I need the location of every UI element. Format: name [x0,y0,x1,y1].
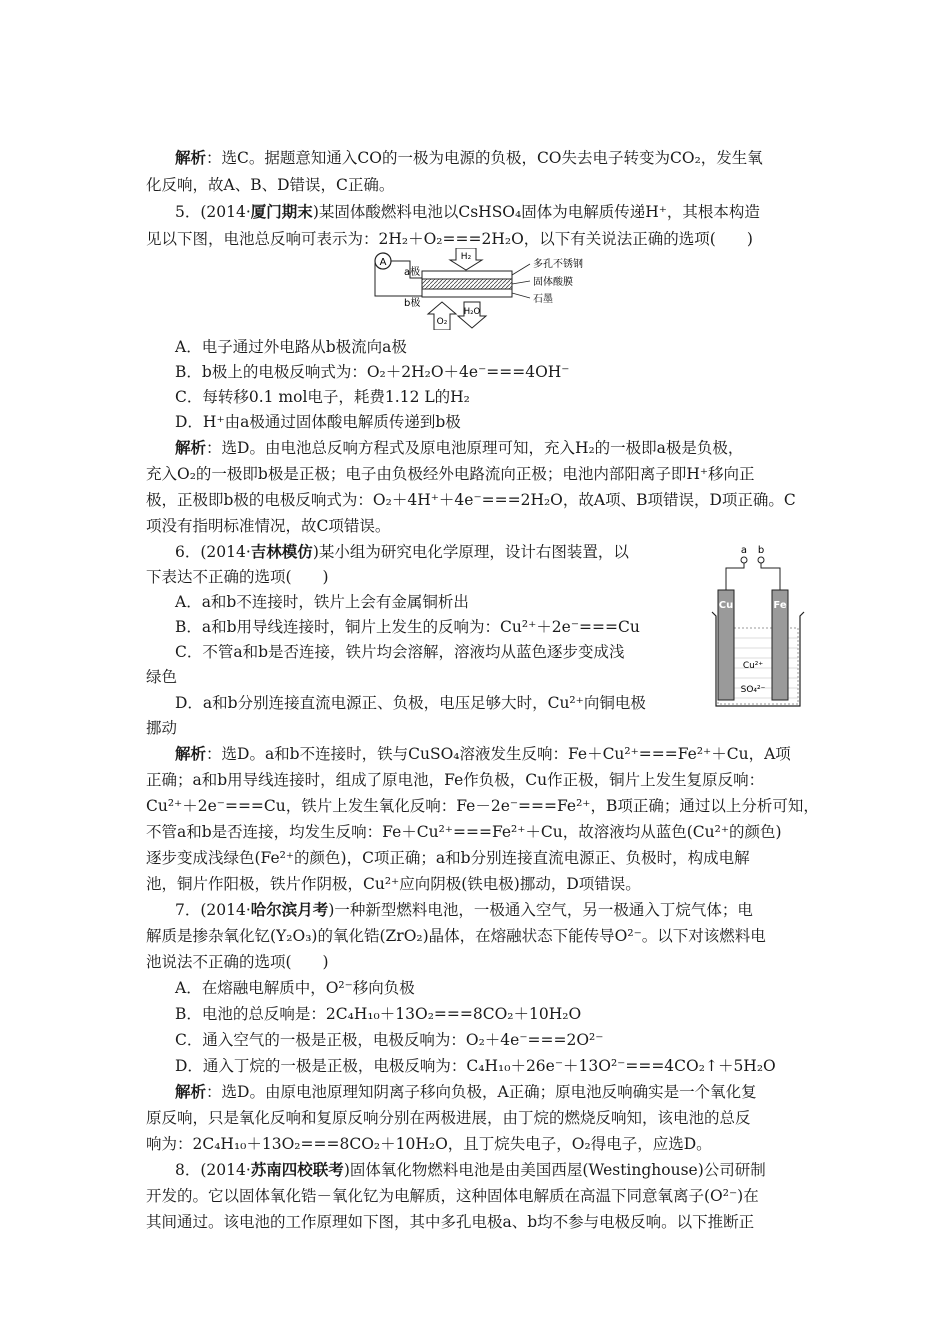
question-source: 吉林模仿 [250,542,313,561]
solid-acid-label: 固体酸膜 [533,277,573,288]
b-pole-label: b极 [404,298,421,309]
question-6-option-c-2: 绿色 [146,668,178,686]
question-6-stem-1: 6．(2014·吉林模仿)某小组为研究电化学原理，设计右图装置，以 [175,542,629,561]
iron-label: Fe [773,600,787,611]
copper-label: Cu [718,600,734,611]
answer-5-line-1: 解析：选D。由电池总反响方程式及原电池原理可知，充入H₂的一极即a极是负极， [175,438,744,457]
cu-ion-label: Cu²⁺ [742,661,764,671]
ammeter-label: A [379,257,387,268]
h2-label: H₂ [460,252,472,262]
question-source: 厦门期末 [250,202,313,221]
answer-7-line-2: 原反响，只是氧化反响和复原反响分别在两极进展，由丁烷的燃烧反响知，该电池的总反 [146,1109,751,1127]
question-6-option-d-2: 挪动 [146,719,178,737]
question-source: 苏南四校联考 [250,1160,344,1179]
question-7-stem-2: 解质是掺杂氧化钇(Y₂O₃)的氧化锆(ZrO₂)晶体，在熔融状态下能传导O²⁻。以下对该燃料电 [146,927,766,945]
answer-4-line-2: 化反响，故A、B、D错误，C正确。 [146,176,395,194]
question-5-stem-2: 见以下图，电池总反响可表示为：2H₂＋O₂===2H₂O，以下有关说法正确的选项( ) [146,230,753,248]
answer-6-line-5: 逐步变成浅绿色(Fe²⁺的颜色)，C项正确；a和b分别连接直流电源正、负极时，构成电解 [146,849,750,867]
so4-ion-label: SO₄²⁻ [740,685,766,695]
question-8-stem-2: 开发的。它以固体氧化锆－氧化钇为电解质，这种固体电解质在高温下同意氧离子(O²⁻)在 [146,1187,759,1205]
answer-label: 解析 [175,438,207,457]
question-6-option-a: A．a和b不连接时，铁片上会有金属铜析出 [175,593,469,611]
question-5-option-c: C．每转移0.1 mol电子，耗费1.12 L的H₂ [175,388,470,406]
answer-5-line-4: 项没有指明标准情况，故C项错误。 [146,517,391,535]
question-8-stem-3: 其间通过。该电池的工作原理如下图，其中多孔电极a、b均不参与电极反响。以下推断正 [146,1213,755,1231]
question-5-option-d: D．H⁺由a极通过固体酸电解质传递到b极 [175,413,461,431]
question-5-stem-1: 5．(2014·厦门期末)某固体酸燃料电池以CsHSO₄固体为电解质传递H⁺，其根本构造 [175,202,760,221]
question-8-stem-1: 8．(2014·苏南四校联考)固体氧化物燃料电池是由美国西屋(Westinghouse)公司研制 [175,1160,766,1179]
question-7-option-c: C．通入空气的一极是正极，电极反响为：O₂＋4e⁻===2O²⁻ [175,1031,604,1049]
terminal-b-label: b [757,545,765,556]
answer-label: 解析 [175,744,207,763]
answer-7-line-3: 响为：2C₄H₁₀＋13O₂===8CO₂＋10H₂O，且丁烷失电子，O₂得电子，应选D。 [146,1135,712,1153]
terminal-a-label: a [740,545,748,556]
answer-label: 解析 [175,1082,207,1101]
answer-6-line-2: 正确；a和b用导线连接时，组成了原电池，Fe作负极，Cu作正极，铜片上发生复原反响： [146,771,765,789]
answer-7-line-1: 解析：选D。由原电池原理知阴离子移向负极，A正确；原电池反响确实是一个氧化复 [175,1082,757,1101]
graphite-layer [422,289,512,297]
o2-label: O₂ [436,317,448,327]
answer-4-line-1: 解析：选C。据题意知通入CO的一极为电源的负极，CO失去电子转变为CO₂，发生氧 [175,148,763,167]
question-7-option-d: D．通入丁烷的一极是正极，电极反响为：C₄H₁₀＋26e⁻＋13O²⁻===4CO₂↑＋5H₂O [175,1057,776,1075]
question-6-option-b: B．a和b用导线连接时，铜片上发生的反响为：Cu²⁺＋2e⁻===Cu [175,618,640,636]
question-7-stem-1: 7．(2014·哈尔滨月考)一种新型燃料电池，一极通入空气，另一极通入丁烷气体；电 [175,900,753,919]
porous-steel-layer [422,271,512,279]
graphite-label: 石墨 [533,294,553,305]
question-7-option-a: A．在熔融电解质中，O²⁻移向负极 [175,979,415,997]
question-source: 哈尔滨月考 [250,900,329,919]
question-6-stem-2: 下表达不正确的选项( ) [146,568,329,586]
h2o-label: H₂O [463,307,481,317]
question-6-option-c-1: C．不管a和b是否连接，铁片均会溶解，溶液均从蓝色逐步变成浅 [175,643,625,661]
answer-6-line-3: Cu²⁺＋2e⁻===Cu，铁片上发生氧化反响：Fe－2e⁻===Fe²⁺，B项正确；通过以上分析可知， [146,797,819,815]
question-7-stem-3: 池说法不正确的选项( ) [146,953,329,971]
answer-6-line-6: 池，铜片作阳极，铁片作阴极，Cu²⁺应向阴极(铁电极)挪动，D项错误。 [146,875,641,893]
answer-6-line-1: 解析：选D。a和b不连接时，铁与CuSO₄溶液发生反响：Fe＋Cu²⁺===Fe²⁺＋Cu，A项 [175,744,791,763]
answer-5-line-2: 充入O₂的一极即b极是正极；电子由负极经外电路流向正极；电池内部阳离子即H⁺移向正 [146,465,755,483]
porous-steel-label: 多孔不锈钢 [533,259,583,270]
answer-5-line-3: 极，正极即b极的电极反响式为：O₂＋4H⁺＋4e⁻===2H₂O，故A项、B项错误，D项正确。C [146,491,796,509]
question-6-option-d-1: D．a和b分别连接直流电源正、负极，电压足够大时，Cu²⁺向铜电极 [175,694,646,712]
question-5-option-a: A．电子通过外电路从b极流向a极 [175,338,407,356]
question-5-option-b: B．b极上的电极反响式为：O₂＋2H₂O＋4e⁻===4OH⁻ [175,363,570,381]
a-pole-label: a极 [404,267,421,278]
answer-label: 解析 [175,148,207,167]
question-7-option-b: B．电池的总反响是：2C₄H₁₀＋13O₂===8CO₂＋10H₂O [175,1005,582,1023]
fuel-cell-diagram [370,248,630,330]
solid-acid-membrane [422,279,512,289]
electrochemistry-beaker-diagram [708,542,808,712]
answer-6-line-4: 不管a和b是否连接，均发生反响：Fe＋Cu²⁺===Fe²⁺＋Cu，故溶液均从蓝色(Cu²⁺的颜色) [146,823,782,841]
